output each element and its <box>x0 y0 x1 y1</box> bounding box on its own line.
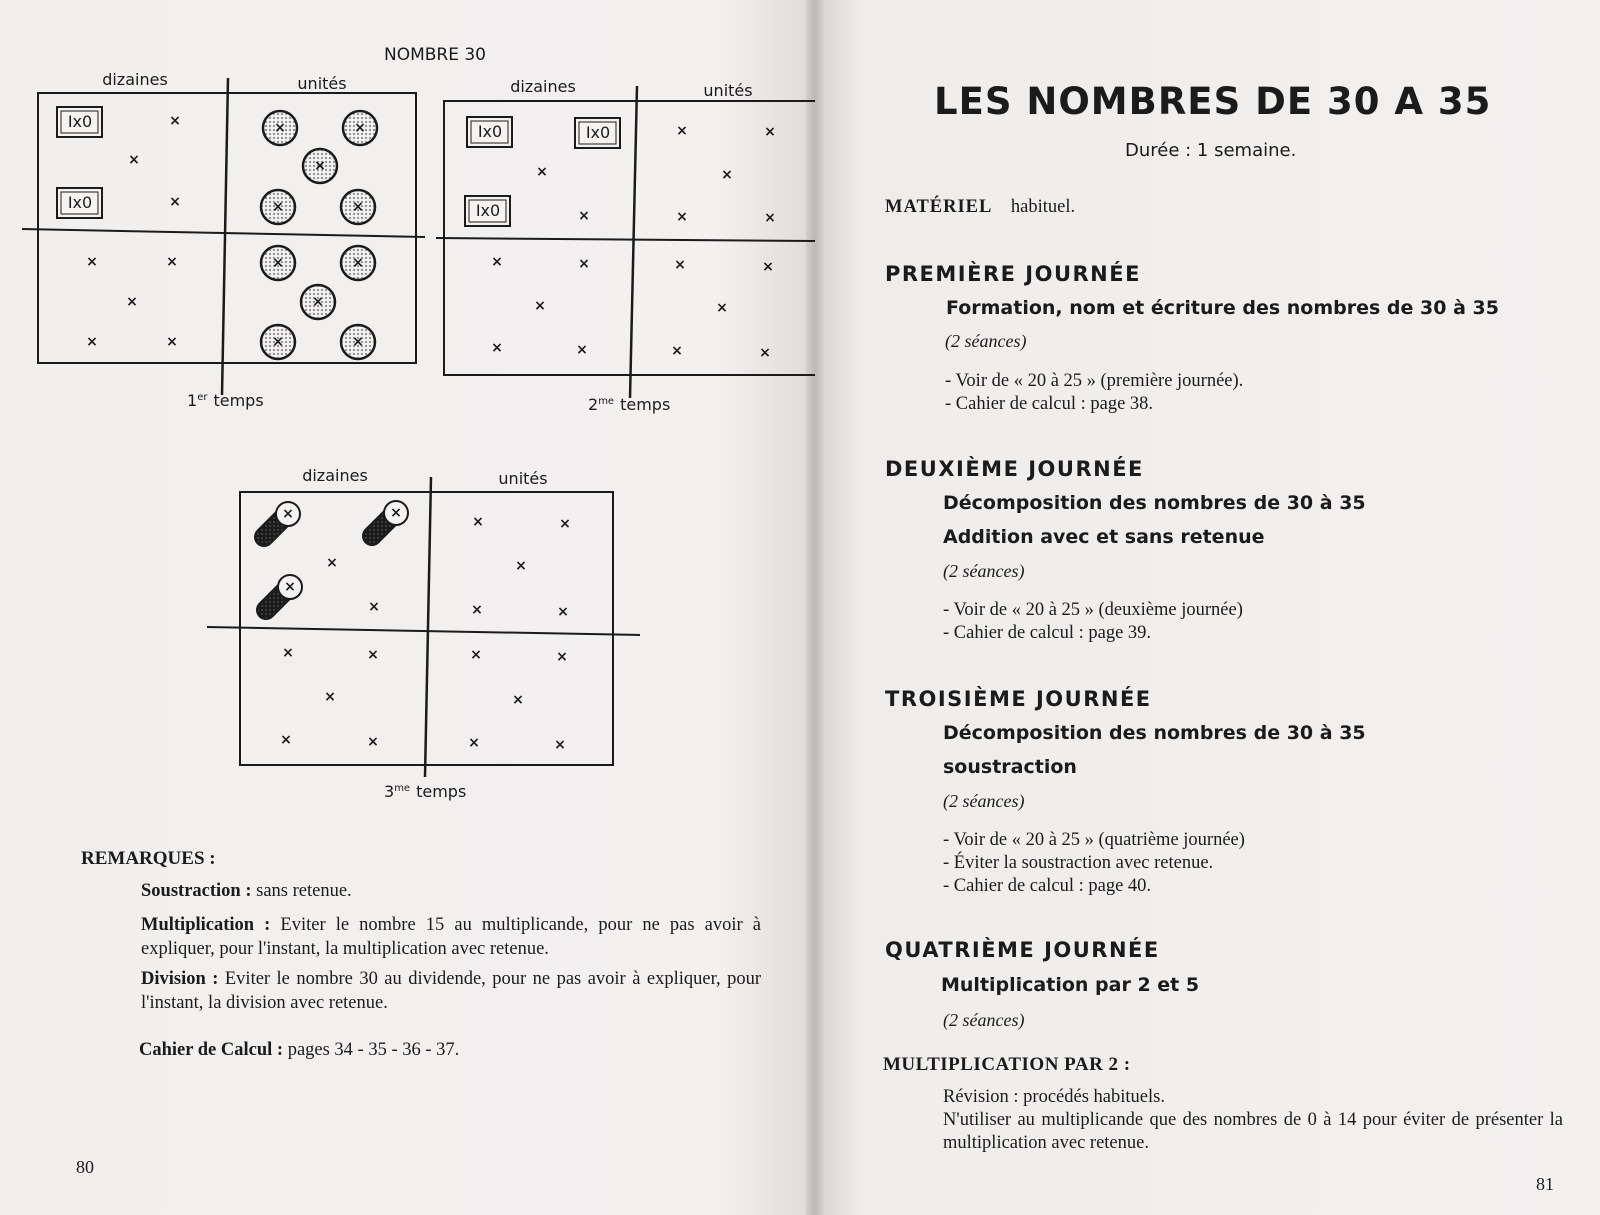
day-4-heading: QUATRIÈME JOURNÉE <box>885 938 1160 962</box>
box2-label-dizaines: dizaines <box>510 77 576 96</box>
cross-mark: × <box>721 167 733 183</box>
cross-mark: × <box>759 345 771 361</box>
box2-label-unites: unités <box>703 81 753 100</box>
svg-text:×: × <box>274 120 286 136</box>
cross-mark: × <box>86 334 98 350</box>
day-1-item: - Cahier de calcul : page 38. <box>945 394 1154 414</box>
unit-disc <box>341 190 375 224</box>
svg-text:Ix0: Ix0 <box>67 112 93 131</box>
cross-mark: × <box>470 647 482 663</box>
box3-label-unites: unités <box>498 469 548 488</box>
day-2-item: - Voir de « 20 à 25 » (deuxième journée) <box>943 600 1243 620</box>
cross-mark: × <box>471 602 483 618</box>
materiel: MATÉRIEL habituel. <box>885 197 1076 217</box>
day-3-item: - Cahier de calcul : page 40. <box>943 876 1152 896</box>
cross-mark: × <box>536 164 548 180</box>
svg-text:Ix0: Ix0 <box>585 123 611 142</box>
svg-text:×: × <box>312 294 324 310</box>
tens-stick <box>266 575 302 610</box>
card-ix0 <box>575 118 620 148</box>
cross-mark: × <box>764 210 776 226</box>
day-2-subtitle: Addition avec et sans retenue <box>943 526 1265 548</box>
unit-disc <box>263 111 297 145</box>
svg-text:×: × <box>354 120 366 136</box>
cross-mark: × <box>169 113 181 129</box>
remark-division: Division : Eviter le nombre 30 au dividende, pour ne pas avoir à expliquer, pour l'instant, la division avec retenue. <box>141 969 761 1013</box>
cross-mark: × <box>128 152 140 168</box>
page-number-left: 80 <box>76 1157 94 1177</box>
svg-text:×: × <box>352 334 364 350</box>
card-ix0 <box>467 117 512 147</box>
cross-mark: × <box>676 209 688 225</box>
svg-text:Ix0: Ix0 <box>67 193 93 212</box>
cross-mark: × <box>491 254 503 270</box>
cross-mark: × <box>282 645 294 661</box>
cross-mark: × <box>557 604 569 620</box>
cross-mark: × <box>534 298 546 314</box>
cross-mark: × <box>472 514 484 530</box>
diagram-box-2 <box>436 77 815 414</box>
box3-label-dizaines: dizaines <box>302 466 368 485</box>
cross-mark: × <box>367 647 379 663</box>
svg-text:×: × <box>352 255 364 271</box>
unit-disc <box>303 149 337 183</box>
cross-mark: × <box>674 257 686 273</box>
cross-mark: × <box>86 254 98 270</box>
remark-multiplication: Multiplication : Eviter le nombre 15 au multiplicande, pour ne pas avoir à expliquer, pour l'instant, la multiplication avec retenue. <box>141 915 761 959</box>
cross-mark: × <box>280 732 292 748</box>
cross-mark: × <box>491 340 503 356</box>
cross-mark: × <box>512 692 524 708</box>
svg-text:Ix0: Ix0 <box>477 122 503 141</box>
page-title: LES NOMBRES DE 30 A 35 <box>934 80 1492 123</box>
cross-mark: × <box>716 300 728 316</box>
day-4-seances: (2 séances) <box>943 1010 1025 1030</box>
svg-text:×: × <box>352 199 364 215</box>
page-number-right: 81 <box>1536 1174 1554 1194</box>
cross-mark: × <box>126 294 138 310</box>
day-2-heading: DEUXIÈME JOURNÉE <box>885 457 1144 481</box>
day-2-seances: (2 séances) <box>943 561 1025 581</box>
cross-mark: × <box>166 254 178 270</box>
unit-disc <box>261 246 295 280</box>
card-ix0 <box>57 107 102 137</box>
multiplication-line-1: Révision : procédés habituels. <box>943 1087 1165 1107</box>
unit-disc <box>343 111 377 145</box>
remark-soustraction: Soustraction : sans retenue. <box>141 881 352 901</box>
box2-caption: $2^{me}$ temps <box>588 395 671 414</box>
cross-mark: × <box>576 342 588 358</box>
cross-mark: × <box>559 516 571 532</box>
day-3-heading: TROISIÈME JOURNÉE <box>885 687 1152 711</box>
day-1-subtitle: Formation, nom et écriture des nombres de 30 à 35 <box>946 297 1499 319</box>
day-3-item: - Voir de « 20 à 25 » (quatrième journée) <box>943 830 1245 850</box>
day-3-item: - Éviter la soustraction avec retenue. <box>943 853 1214 873</box>
svg-text:×: × <box>314 158 326 174</box>
day-1-item: - Voir de « 20 à 25 » (première journée). <box>945 371 1244 391</box>
cross-mark: × <box>368 599 380 615</box>
cross-mark: × <box>554 737 566 753</box>
unit-disc <box>341 246 375 280</box>
cross-mark: × <box>676 123 688 139</box>
cross-mark: × <box>468 735 480 751</box>
svg-text:×: × <box>284 579 296 595</box>
diagram-box-1 <box>22 70 425 410</box>
day-3-subtitle: soustraction <box>943 756 1077 778</box>
remark-cahier: Cahier de Calcul : pages 34 - 35 - 36 - 37. <box>139 1040 460 1060</box>
figure-title: NOMBRE 30 <box>383 45 487 65</box>
multiplication-heading: MULTIPLICATION PAR 2 : <box>883 1054 1131 1075</box>
unit-disc <box>261 325 295 359</box>
box3-caption: $3^{me}$ temps <box>384 782 467 801</box>
box1-caption: 1er temps <box>187 391 264 410</box>
unit-disc <box>301 285 335 319</box>
cross-mark: × <box>671 343 683 359</box>
svg-text:×: × <box>272 255 284 271</box>
card-ix0 <box>465 196 510 226</box>
cross-mark: × <box>367 734 379 750</box>
card-ix0 <box>57 188 102 218</box>
day-1-seances: (2 séances) <box>945 331 1027 351</box>
box1-label-unites: unités <box>297 74 347 93</box>
tens-stick <box>372 501 408 536</box>
cross-mark: × <box>578 256 590 272</box>
cross-mark: × <box>578 208 590 224</box>
day-2-subtitle: Décomposition des nombres de 30 à 35 <box>943 492 1366 514</box>
remarks-heading: REMARQUES : <box>81 848 216 869</box>
day-3-seances: (2 séances) <box>943 791 1025 811</box>
day-1-heading: PREMIÈRE JOURNÉE <box>885 262 1141 286</box>
day-3-subtitle: Décomposition des nombres de 30 à 35 <box>943 722 1366 744</box>
box1-label-dizaines: dizaines <box>102 70 168 89</box>
svg-text:Ix0: Ix0 <box>475 201 501 220</box>
svg-text:×: × <box>282 506 294 522</box>
svg-text:×: × <box>272 199 284 215</box>
number-30-diagram <box>0 0 815 820</box>
diagram-box-3 <box>207 466 640 801</box>
cross-mark: × <box>169 194 181 210</box>
cross-mark: × <box>764 124 776 140</box>
unit-disc <box>261 190 295 224</box>
cross-mark: × <box>762 259 774 275</box>
cross-mark: × <box>326 555 338 571</box>
multiplication-line-2: N'utiliser au multiplicande que des nombres de 0 à 14 pour éviter de présenter la multiplication avec retenue. <box>943 1110 1563 1153</box>
duration: Durée : 1 semaine. <box>1125 140 1297 161</box>
tens-stick <box>264 502 300 537</box>
svg-text:×: × <box>390 505 402 521</box>
cross-mark: × <box>515 558 527 574</box>
cross-mark: × <box>166 334 178 350</box>
svg-text:×: × <box>272 334 284 350</box>
unit-disc <box>341 325 375 359</box>
day-2-item: - Cahier de calcul : page 39. <box>943 623 1152 643</box>
cross-mark: × <box>556 649 568 665</box>
cross-mark: × <box>324 689 336 705</box>
day-4-subtitle: Multiplication par 2 et 5 <box>941 974 1200 996</box>
